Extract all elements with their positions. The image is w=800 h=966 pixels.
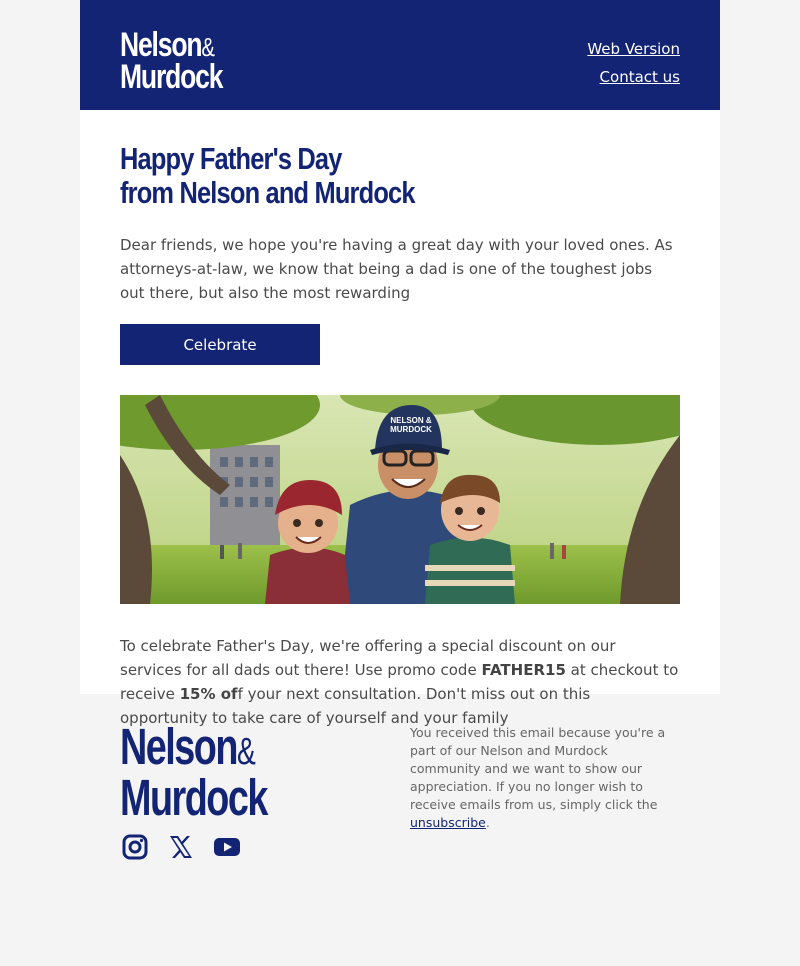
logo-ampersand: & [201, 32, 214, 62]
contact-us-link[interactable]: Contact us [599, 68, 680, 86]
page-title [120, 142, 579, 210]
footer-note-text: You received this email because you're a part of our Nelson and Murdock community and we want to show our appreciation. If you no longer wish to receive emails from us, simply click the [410, 725, 666, 812]
email-header [80, 0, 720, 110]
father-and-sons-illustration [120, 395, 680, 604]
unsubscribe-link[interactable]: unsubscribe [410, 815, 486, 830]
header-logo[interactable] [120, 26, 251, 96]
email-footer [80, 694, 720, 894]
logo-text-murdock: Murdock [120, 58, 223, 96]
x-icon[interactable] [168, 834, 194, 860]
header-links [587, 35, 680, 91]
footer-note [410, 724, 680, 832]
social-links [122, 834, 240, 860]
email-container [80, 0, 720, 894]
offer-text-part-2: at checkout to receive [120, 661, 679, 703]
footer-logo[interactable] [120, 718, 319, 826]
offer-text-part-3: f your next consultation. Don't miss out on this opportunity to take care of yourself and your family [120, 685, 591, 727]
celebrate-button[interactable]: Celebrate [120, 324, 320, 365]
cap-text-line-2: MURDOCK [390, 425, 432, 434]
footer-logo-nelson: Nelson [120, 718, 237, 775]
youtube-icon[interactable] [214, 834, 240, 860]
title-line-1: Happy Father's Day [120, 141, 342, 176]
promo-code: FATHER15 [481, 661, 566, 679]
cap-text-line-1: NELSON & [390, 416, 432, 425]
offer-text-part-1: To celebrate Father's Day, we're offering a special discount on our services for all dads out there! Use promo code [120, 637, 616, 679]
instagram-icon[interactable] [122, 834, 148, 860]
email-body [80, 110, 720, 727]
footer-logo-murdock: Murdock [120, 769, 267, 826]
footer-note-end: . [485, 815, 490, 830]
web-version-link[interactable]: Web Version [587, 40, 680, 58]
logo-text-nelson: Nelson [120, 26, 202, 64]
intro-text: Dear friends, we hope you're having a great day with your loved ones. As attorneys-at-law, we know that being a dad is one of the toughest jobs out there, but also the most rewarding [120, 236, 673, 302]
title-line-2: from Nelson and Murdock [120, 175, 415, 210]
discount-amount: 15% of [179, 685, 238, 703]
footer-logo-ampersand: & [236, 731, 255, 773]
hero-image [120, 395, 680, 604]
